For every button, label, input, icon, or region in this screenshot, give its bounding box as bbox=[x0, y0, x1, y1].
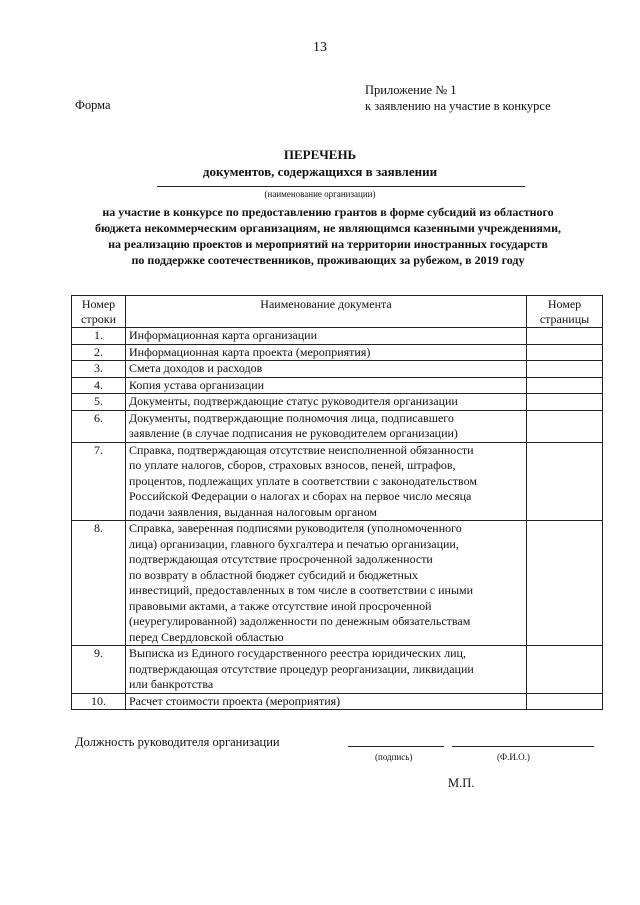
table-row bbox=[72, 344, 603, 361]
table-row bbox=[72, 646, 603, 694]
row-number: 6. bbox=[72, 410, 126, 442]
document-name bbox=[126, 521, 527, 646]
document-name-line: процентов, подлежащих уплате в соответствии с законодательством bbox=[129, 473, 477, 488]
row-number: 1. bbox=[72, 328, 126, 345]
document-name-line: заявление (в случае подписания не руководителем организации) bbox=[129, 426, 458, 440]
row-number: 8. bbox=[72, 521, 126, 646]
document-name-line: перед Свердловской областью bbox=[129, 629, 284, 644]
document-name bbox=[126, 693, 527, 710]
page-number-cell bbox=[527, 394, 603, 411]
table-row bbox=[72, 442, 603, 521]
table-header-row bbox=[72, 296, 603, 328]
document-name-line: Справка, подтверждающая отсутствие неисполненной обязанности bbox=[129, 442, 474, 457]
table-row bbox=[72, 377, 603, 394]
table-row bbox=[72, 693, 603, 710]
document-name-line: Смета доходов и расходов bbox=[129, 361, 263, 375]
row-number: 2. bbox=[72, 344, 126, 361]
row-number: 7. bbox=[72, 442, 126, 521]
document-name-line: Документы, подтверждающие статус руководителя организации bbox=[129, 394, 458, 408]
document-name-line: по возврату в областной бюджет субсидий и бюджетных bbox=[129, 567, 418, 582]
document-name-line: Расчет стоимости проекта (мероприятия) bbox=[129, 693, 341, 708]
document-title bbox=[0, 146, 640, 180]
document-name bbox=[126, 328, 527, 345]
appendix-line-2: к заявлению на участие в конкурсе bbox=[365, 99, 551, 113]
page-number-cell bbox=[527, 521, 603, 646]
document-name bbox=[126, 646, 527, 694]
row-number: 10. bbox=[72, 693, 126, 710]
header-page-number: Номер страницы bbox=[527, 296, 603, 328]
row-number: 4. bbox=[72, 377, 126, 394]
page-number-cell bbox=[527, 646, 603, 694]
document-name-line: подтверждающая отсутствие просроченной задолженности bbox=[129, 552, 433, 566]
document-name bbox=[126, 394, 527, 411]
position-label: Должность руководителя организации bbox=[75, 735, 280, 749]
full-name-caption: (Ф.И.О.) bbox=[497, 752, 530, 762]
document-name-line: Справка, заверенная подписями руководителя (уполномоченного bbox=[129, 521, 462, 535]
documents-table bbox=[71, 295, 603, 710]
full-name-line bbox=[452, 746, 594, 747]
appendix-line-1: Приложение № 1 bbox=[365, 83, 457, 97]
document-name-line: правовыми актами, а также отсутствие иной просроченной bbox=[129, 598, 432, 613]
table-row bbox=[72, 394, 603, 411]
page-number-cell bbox=[527, 344, 603, 361]
page-number-cell bbox=[527, 442, 603, 521]
purpose-line: на участие в конкурсе по предоставлению грантов в форме субсидий из областного bbox=[102, 205, 554, 219]
form-label: Форма bbox=[75, 98, 111, 112]
organization-name-line bbox=[157, 186, 525, 187]
page-number-cell bbox=[527, 328, 603, 345]
document-name-line: Информационная карта организации bbox=[129, 328, 318, 342]
table-row bbox=[72, 361, 603, 378]
row-number: 3. bbox=[72, 361, 126, 378]
page-number-cell bbox=[527, 410, 603, 442]
purpose-statement bbox=[70, 204, 586, 268]
row-number: 9. bbox=[72, 646, 126, 694]
signature-caption: (подпись) bbox=[375, 752, 413, 762]
stamp-label: М.П. bbox=[448, 776, 475, 790]
document-name bbox=[126, 361, 527, 378]
document-name-line: инвестиций, предоставленных в том числе в соответствии с иными bbox=[129, 583, 474, 597]
document-name-line: Информационная карта проекта (мероприятия) bbox=[129, 344, 371, 359]
document-name-line: подтверждающая отсутствие процедур реорганизации, ликвидации bbox=[129, 661, 474, 676]
row-number: 5. bbox=[72, 394, 126, 411]
document-name-line: подачи заявления, выданная налоговым органом bbox=[129, 504, 377, 519]
page-number-cell bbox=[527, 693, 603, 710]
page-number: 13 bbox=[313, 40, 327, 55]
signature-line bbox=[348, 746, 444, 747]
organization-name-caption: (наименование организации) bbox=[264, 189, 376, 199]
document-name-line: лица) организации, главного бухгалтера и печатью организации, bbox=[129, 536, 459, 551]
document-name-line: Копия устава организации bbox=[129, 377, 265, 392]
purpose-line: на реализацию проектов и мероприятий на территории иностранных государств bbox=[108, 237, 548, 251]
header-document-name: Наименование документа bbox=[126, 296, 527, 328]
title-line-1: ПЕРЕЧЕНЬ bbox=[283, 147, 357, 162]
page-number-cell bbox=[527, 361, 603, 378]
document-name-line: по уплате налогов, сборов, страховых взносов, пеней, штрафов, bbox=[129, 458, 456, 472]
purpose-line: бюджета некоммерческим организациям, не являющимся казенными учреждениями, bbox=[94, 221, 562, 235]
table-row bbox=[72, 410, 603, 442]
appendix-note bbox=[365, 82, 551, 114]
document-name-line: или банкротства bbox=[129, 677, 214, 691]
document-name bbox=[126, 377, 527, 394]
document-name bbox=[126, 344, 527, 361]
document-name-line: (неурегулированной) задолженности по денежным обязательствам bbox=[129, 614, 471, 628]
title-line-2: документов, содержащихся в заявлении bbox=[202, 164, 438, 179]
document-name bbox=[126, 442, 527, 521]
document-name-line: Российской Федерации о налогах и сборах на первое число месяца bbox=[129, 489, 472, 503]
document-name bbox=[126, 410, 527, 442]
table-row bbox=[72, 328, 603, 345]
document-name-line: Выписка из Единого государственного реестра юридических лиц, bbox=[129, 646, 466, 660]
purpose-line: по поддержке соотечественников, проживающих за рубежом, в 2019 году bbox=[131, 253, 525, 267]
header-row-number: Номер строки bbox=[72, 296, 126, 328]
table-row bbox=[72, 521, 603, 646]
document-name-line: Документы, подтверждающие полномочия лица, подписавшего bbox=[129, 410, 454, 425]
page-number-cell bbox=[527, 377, 603, 394]
